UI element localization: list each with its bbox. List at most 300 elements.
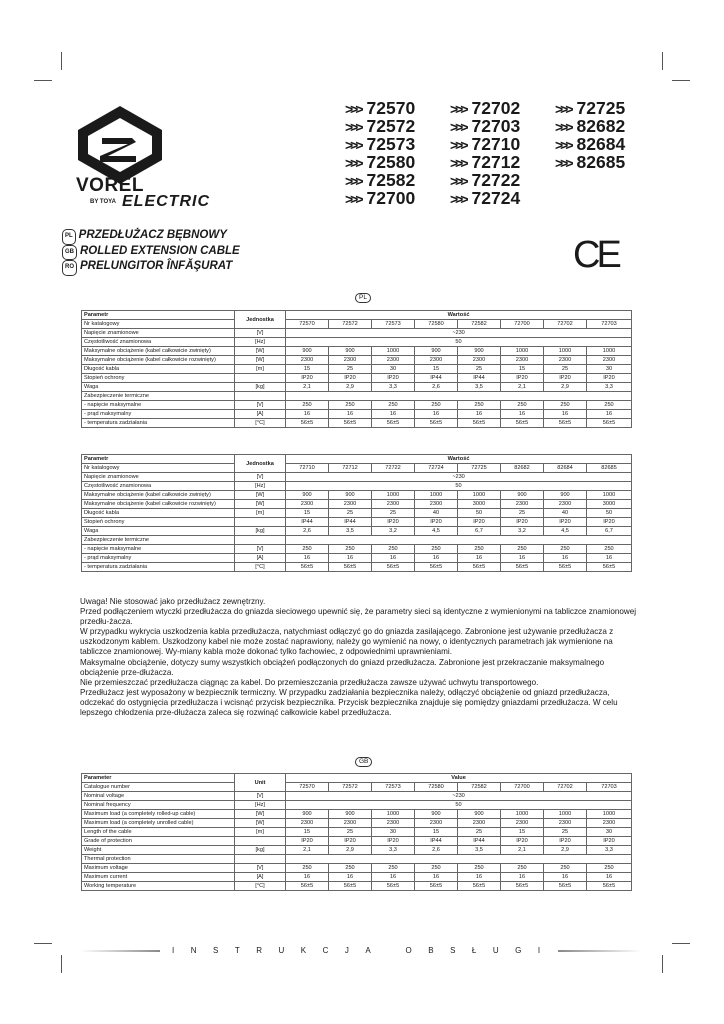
table-row (82, 401, 632, 410)
cell-value: 1000 (587, 347, 632, 356)
cell-span-value: 50 (286, 482, 632, 491)
cell-empty (286, 855, 632, 864)
header-unit: Unit (235, 774, 286, 792)
cell-value: 30 (372, 828, 415, 837)
title-gb: GB ROLLED EXTENSION CABLE (62, 245, 240, 261)
cell-value: 3,2 (372, 527, 415, 536)
row-label: Weight (82, 846, 235, 855)
cell-value: 16 (544, 410, 587, 419)
row-unit (235, 536, 286, 545)
cell-value: 250 (587, 545, 632, 554)
cell-value: 2,9 (544, 846, 587, 855)
cell-value: 2300 (372, 356, 415, 365)
cell-value: 2300 (329, 819, 372, 828)
row-label: Maksymalne obciążenie (kabel całkowicie rozwinięty) (82, 356, 235, 365)
codes-col-3 (555, 100, 660, 208)
cell-value: 250 (458, 864, 501, 873)
header-param-text: Parametr (84, 456, 109, 462)
table-row (82, 873, 632, 882)
row-label: Thermal protection (82, 855, 235, 864)
cell-value: IP20 (501, 374, 544, 383)
cell-value: IP20 (587, 837, 632, 846)
table-row (82, 801, 632, 810)
cell-value: 72580 (415, 783, 458, 792)
table-row (82, 536, 632, 545)
cell-value: 2300 (458, 819, 501, 828)
cell-value: 3000 (458, 500, 501, 509)
cell-value: 250 (415, 401, 458, 410)
row-unit: [W] (235, 500, 286, 509)
cell-value: 250 (587, 401, 632, 410)
table-row (82, 338, 632, 347)
code-item: >>> 72712 (450, 152, 521, 172)
cell-value: 900 (329, 810, 372, 819)
cell-value: 50 (587, 509, 632, 518)
row-label: Napięcie znamionowe (82, 473, 235, 482)
lang-badge-gb: GB (355, 757, 372, 767)
cell-value: 56±5 (458, 882, 501, 891)
row-unit: [V] (235, 473, 286, 482)
cell-value: 72703 (587, 320, 632, 329)
cell-value: 72582 (458, 783, 501, 792)
cell-value: IP20 (372, 518, 415, 527)
cell-value: 15 (286, 509, 329, 518)
cell-value: 56±5 (501, 882, 544, 891)
cell-value: 900 (329, 347, 372, 356)
row-unit: [A] (235, 410, 286, 419)
table-row (82, 347, 632, 356)
table-row (82, 473, 632, 482)
cell-value: 2300 (415, 819, 458, 828)
cell-value: IP20 (587, 374, 632, 383)
cell-value: 15 (501, 828, 544, 837)
cell-value: 72703 (587, 783, 632, 792)
cell-value: 56±5 (587, 419, 632, 428)
table-row (82, 855, 632, 864)
header-param (82, 311, 235, 329)
header-param (82, 774, 235, 792)
row-label: Maksymalne obciążenie (kabel całkowicie zwinięty) (82, 347, 235, 356)
footer-line-left (80, 950, 160, 952)
cell-value: 250 (286, 545, 329, 554)
table-row (82, 500, 632, 509)
cell-value: 2300 (544, 500, 587, 509)
cell-value: 250 (372, 401, 415, 410)
cell-value: 72572 (329, 783, 372, 792)
row-unit: [W] (235, 491, 286, 500)
row-label: Maximum load (a completely unrolled cable) (82, 819, 235, 828)
cell-span-value: ~230 (286, 473, 632, 482)
row-unit (235, 374, 286, 383)
cell-value: 16 (458, 873, 501, 882)
table-row (82, 846, 632, 855)
row-label: Nominal voltage (82, 792, 235, 801)
cell-value: 72700 (501, 320, 544, 329)
note-paragraph: Maksymalne obciążenie, dotyczy sumy wszystkich obciążeń podłączonych do gniazd przedłużacza. Zabronione jest przekraczanie maksymalnego obciążenie prze-dłużacza. (80, 657, 605, 677)
cell-value: 2,6 (415, 846, 458, 855)
table-row (82, 864, 632, 873)
cell-value: 15 (501, 365, 544, 374)
cell-value: 900 (458, 810, 501, 819)
row-label: - prąd maksymalny (82, 554, 235, 563)
product-titles (62, 229, 240, 276)
cell-value: 2,6 (415, 383, 458, 392)
row-unit: [V] (235, 329, 286, 338)
crop-mark (662, 955, 663, 973)
cell-value: 56±5 (587, 563, 632, 572)
row-unit: [kg] (235, 383, 286, 392)
row-unit: [°C] (235, 419, 286, 428)
cell-value: 16 (587, 410, 632, 419)
row-unit: [W] (235, 819, 286, 828)
cell-value: 72570 (286, 320, 329, 329)
cell-value: 2,6 (286, 527, 329, 536)
cell-value: 16 (587, 554, 632, 563)
cell-value: 2,9 (544, 383, 587, 392)
header-param-text: Parameter (84, 775, 112, 781)
cell-value: 900 (544, 491, 587, 500)
cell-value: 25 (458, 828, 501, 837)
row-unit: [°C] (235, 882, 286, 891)
cell-value: 900 (458, 347, 501, 356)
cell-value: 2300 (286, 356, 329, 365)
table-row (82, 491, 632, 500)
table-row (82, 819, 632, 828)
cell-value: 1000 (372, 810, 415, 819)
cell-value: 40 (415, 509, 458, 518)
brand-block (76, 175, 210, 210)
cell-value: 2300 (286, 500, 329, 509)
row-unit: [Hz] (235, 338, 286, 347)
table-row (82, 419, 632, 428)
row-label: Maksymalne obciążenie (kabel całkowicie rozwinięty) (82, 500, 235, 509)
cell-value: IP44 (329, 518, 372, 527)
cell-value: 250 (587, 864, 632, 873)
row-unit (235, 855, 286, 864)
note-paragraph: Nie przemieszczać przedłużacza ciągnąc za kabel. Do przemieszczania przedłużacza zawsze używać uchwytu transportowego. (80, 677, 539, 687)
cell-span-value: ~230 (286, 329, 632, 338)
code-item: >>> 72702 (450, 98, 521, 118)
row-unit: [m] (235, 365, 286, 374)
note-paragraph: Przed podłączeniem wtyczki przedłużacza do gniazda sieciowego upewnić się, że parametry sieci są identyczne z wymienionymi na tabliczce znamionowej przedłu-żacza. (80, 607, 637, 627)
cell-value: 15 (286, 365, 329, 374)
cell-value: IP20 (372, 837, 415, 846)
title-ro: RO PRELUNGITOR ÎNFĂŞURAT (62, 260, 240, 276)
crop-mark (662, 52, 663, 70)
cell-value: IP44 (458, 837, 501, 846)
row-label: Maksymalne obciążenie (kabel całkowicie zwinięty) (82, 491, 235, 500)
cell-value: 15 (415, 828, 458, 837)
cell-value: IP20 (544, 374, 587, 383)
row-unit (235, 518, 286, 527)
cell-value: 3000 (587, 500, 632, 509)
crop-mark (672, 943, 690, 944)
code-item: >>> 72722 (450, 170, 521, 190)
cell-value: 16 (372, 410, 415, 419)
cell-value: 2300 (329, 356, 372, 365)
code-item: >>> 82682 (555, 116, 626, 136)
cell-value: 16 (501, 873, 544, 882)
table-row (82, 527, 632, 536)
cell-value: IP20 (415, 518, 458, 527)
cell-value: 72700 (501, 783, 544, 792)
cell-value: 900 (286, 491, 329, 500)
row-label: - temperatura zadziałania (82, 563, 235, 572)
cell-value: 3,5 (329, 527, 372, 536)
cell-value: 250 (415, 864, 458, 873)
cell-value: 250 (329, 545, 372, 554)
cell-value: IP44 (415, 837, 458, 846)
cell-value: 250 (458, 545, 501, 554)
ce-mark: CE (573, 234, 618, 276)
table-header-row (82, 455, 632, 464)
cell-value: 2300 (501, 356, 544, 365)
cell-value: 250 (372, 545, 415, 554)
cell-value: 16 (329, 873, 372, 882)
cell-value: 30 (587, 828, 632, 837)
row-unit: [Hz] (235, 482, 286, 491)
cell-empty (286, 536, 632, 545)
cell-value: 25 (329, 509, 372, 518)
cell-value: 2300 (544, 819, 587, 828)
crop-mark (34, 80, 52, 81)
cell-value: 25 (544, 828, 587, 837)
safety-notes (80, 597, 640, 718)
cell-value: IP20 (501, 518, 544, 527)
table-row (82, 374, 632, 383)
cell-value: IP20 (286, 374, 329, 383)
cell-span-value: 50 (286, 338, 632, 347)
cell-value: 250 (501, 401, 544, 410)
cell-span-value: 50 (286, 801, 632, 810)
row-unit: [V] (235, 401, 286, 410)
cell-value: 72580 (415, 320, 458, 329)
cell-span-value: ~230 (286, 792, 632, 801)
table-row (82, 518, 632, 527)
cell-value: 4,5 (415, 527, 458, 536)
cell-value: 1000 (544, 347, 587, 356)
table-row (82, 828, 632, 837)
cell-value: 250 (415, 545, 458, 554)
cell-value: 25 (329, 365, 372, 374)
row-unit: [m] (235, 509, 286, 518)
header-value: Wartość (286, 455, 632, 464)
header-param (82, 455, 235, 473)
table-row (82, 882, 632, 891)
code-item: >>> 82684 (555, 134, 626, 154)
cell-value: 250 (286, 401, 329, 410)
cell-value: 72582 (458, 320, 501, 329)
spec-table-pl-1 (81, 310, 632, 428)
cell-value: 16 (458, 410, 501, 419)
code-item: >>> 82685 (555, 152, 626, 172)
header-unit: Jednostka (235, 455, 286, 473)
code-item: >>> 72703 (450, 116, 521, 136)
row-unit (235, 392, 286, 401)
cell-value: 25 (372, 509, 415, 518)
row-label: - temperatura zadziałania (82, 419, 235, 428)
cell-value: 3,3 (372, 846, 415, 855)
code-item: >>> 72570 (345, 98, 416, 118)
cell-value: 900 (329, 491, 372, 500)
row-label: - napięcie maksymalne (82, 545, 235, 554)
cell-value: 2,1 (501, 383, 544, 392)
cell-value: 16 (286, 554, 329, 563)
lang-badge-pl: PL (355, 293, 371, 303)
row-label: Maximum current (82, 873, 235, 882)
table-row (82, 365, 632, 374)
row-unit: [Hz] (235, 801, 286, 810)
crop-mark (61, 52, 62, 70)
codes-col-2 (450, 100, 555, 208)
cell-value: 2,1 (286, 383, 329, 392)
table-row (82, 482, 632, 491)
cell-value: 2,9 (329, 846, 372, 855)
table-row (82, 383, 632, 392)
cell-value: 1000 (544, 810, 587, 819)
table-row (82, 392, 632, 401)
cell-value: IP20 (544, 518, 587, 527)
cell-value: 3,2 (501, 527, 544, 536)
cell-value: 72725 (458, 464, 501, 473)
row-unit: [V] (235, 792, 286, 801)
cell-value: 900 (286, 810, 329, 819)
cell-value: IP20 (458, 518, 501, 527)
row-label: Waga (82, 527, 235, 536)
cell-value: 1000 (372, 491, 415, 500)
cell-value: 56±5 (544, 419, 587, 428)
cell-value: 25 (544, 365, 587, 374)
row-unit: [kg] (235, 527, 286, 536)
table-row (82, 509, 632, 518)
cell-value: IP20 (372, 374, 415, 383)
cell-value: 72570 (286, 783, 329, 792)
cell-value: 2300 (501, 819, 544, 828)
row-label: Stopień ochrony (82, 374, 235, 383)
row-label: Maximum load (a completely rolled-up cable) (82, 810, 235, 819)
crop-mark (672, 80, 690, 81)
brand-name: VOREL (76, 175, 144, 196)
code-item: >>> 72573 (345, 134, 416, 154)
cell-value: 56±5 (458, 563, 501, 572)
cell-value: 56±5 (415, 882, 458, 891)
cell-value: 56±5 (329, 882, 372, 891)
cell-value: 16 (415, 873, 458, 882)
cell-value: 16 (501, 410, 544, 419)
row-label: Częstotliwość znamionowa (82, 338, 235, 347)
footer-line-right (558, 950, 642, 952)
cell-value: 1000 (587, 491, 632, 500)
cell-value: 16 (415, 554, 458, 563)
cell-value: IP20 (587, 518, 632, 527)
cell-value: 3,3 (587, 846, 632, 855)
cell-value: IP44 (458, 374, 501, 383)
cell-value: 72710 (286, 464, 329, 473)
cell-value: 250 (501, 545, 544, 554)
cell-value: 56±5 (415, 563, 458, 572)
cell-value: 900 (415, 347, 458, 356)
cell-value: 16 (544, 554, 587, 563)
cell-value: 3,5 (458, 846, 501, 855)
cell-value: 16 (544, 873, 587, 882)
cell-value: 56±5 (372, 563, 415, 572)
cell-value: 25 (501, 509, 544, 518)
cell-value: 1000 (587, 810, 632, 819)
cell-value: 56±5 (501, 563, 544, 572)
codes-col-1 (345, 100, 450, 208)
cell-value: 82682 (501, 464, 544, 473)
table-row (82, 410, 632, 419)
cell-value: IP44 (415, 374, 458, 383)
cell-value: 250 (372, 864, 415, 873)
product-codes (345, 100, 660, 208)
cell-value: 56±5 (372, 882, 415, 891)
cell-value: 16 (286, 873, 329, 882)
cell-value: 1000 (458, 491, 501, 500)
spec-table-pl-2 (81, 454, 632, 572)
cell-value: 250 (329, 401, 372, 410)
cell-value: 1000 (501, 810, 544, 819)
row-label: Stopień ochrony (82, 518, 235, 527)
cell-value: 2300 (587, 356, 632, 365)
row-label: Zabezpieczenie termiczne (82, 392, 235, 401)
cell-value: 56±5 (286, 882, 329, 891)
cell-value: 2300 (372, 500, 415, 509)
table-row (82, 792, 632, 801)
cell-value: 4,5 (544, 527, 587, 536)
cell-value: 16 (501, 554, 544, 563)
cell-value: 16 (372, 554, 415, 563)
cell-value: 2300 (501, 500, 544, 509)
catalogue-label: Catalogue number (82, 782, 234, 791)
cell-value: 1000 (415, 491, 458, 500)
row-label: Waga (82, 383, 235, 392)
code-item: >>> 72725 (555, 98, 626, 118)
row-unit: [°C] (235, 563, 286, 572)
cell-value: 6,7 (587, 527, 632, 536)
cell-value: 56±5 (458, 419, 501, 428)
table-header-row (82, 311, 632, 320)
note-paragraph: W przypadku wykrycia uszkodzenia kabla przedłużacza, natychmiast odłączyć go do gniazda zasilającego. Zabronione jest używanie przedłużacza z uszkodzonym kablem. Uszkodzony kabel nie może zostać naprawiony, należy go wymienić na nowy, o identycznych parametrach jak wymienione na tabliczce znamionowej. Wy-miany kabla może dokonać tylko fachowiec, z odpowiednimi uprawnieniami. (80, 627, 614, 657)
cell-value: 2300 (415, 356, 458, 365)
cell-value: 900 (286, 347, 329, 356)
cell-value: 82685 (587, 464, 632, 473)
cell-value: 15 (286, 828, 329, 837)
row-unit (235, 837, 286, 846)
cell-value: 3,3 (587, 383, 632, 392)
cell-value: 72572 (329, 320, 372, 329)
note-paragraph: Przedłużacz jest wyposażony w bezpiecznik termiczny. W przypadku zadziałania bezpiecznika należy, odłączyć obciążenie od gniazd przedłużacza, odczekać do ostygnięcia przedłużacza i wcisnąć przycisk bezpiecznika. Przycisk bezpiecznika znajduje się pomiędzy gniazdami przedłużacza. W celu lepszego chłodzenia prze-dłużacza zaleca się rozwinąć całkowicie kabel przedłużacza. (80, 687, 618, 718)
code-item: >>> 72710 (450, 134, 521, 154)
cell-value: 56±5 (415, 419, 458, 428)
cell-value: 2,1 (286, 846, 329, 855)
header-value: Wartość (286, 311, 632, 320)
cell-value: 2,9 (329, 383, 372, 392)
cell-value: 2300 (329, 500, 372, 509)
table-row (82, 810, 632, 819)
cell-value: 72573 (372, 783, 415, 792)
cell-value: 56±5 (372, 419, 415, 428)
cell-value: 56±5 (329, 563, 372, 572)
header-param-text: Parametr (84, 312, 109, 318)
catalogue-label: Nr katalogowy (82, 463, 234, 472)
cell-value: 72724 (415, 464, 458, 473)
row-unit: [W] (235, 810, 286, 819)
cell-value: 56±5 (587, 882, 632, 891)
cell-value: 2,1 (501, 846, 544, 855)
cell-value: 72712 (329, 464, 372, 473)
row-unit: [A] (235, 873, 286, 882)
